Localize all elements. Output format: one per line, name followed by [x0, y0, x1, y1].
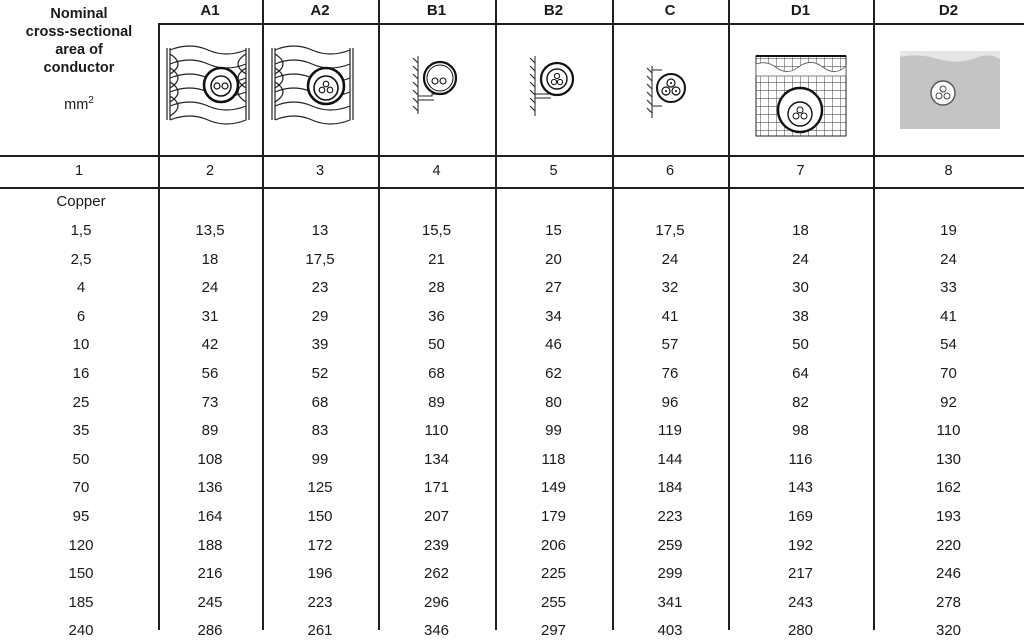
wall-conduit-single-cores-icon [410, 50, 470, 120]
value-cell: 30 [792, 279, 809, 296]
value-cell: 99 [545, 422, 562, 439]
value-cell: 223 [307, 594, 333, 611]
value-cell: 259 [657, 537, 683, 554]
value-cell: 18 [792, 222, 809, 239]
value-cell: 68 [311, 394, 329, 411]
value-cell: 17,5 [305, 251, 335, 268]
title-line: conductor [43, 60, 115, 76]
value-cell: 110 [424, 422, 449, 439]
method-header-b1: B1 [426, 2, 447, 19]
size-cell: 6 [76, 308, 86, 325]
value-cell: 162 [935, 479, 962, 496]
size-cell: 2,5 [70, 251, 92, 268]
value-cell: 21 [428, 251, 445, 268]
value-cell: 299 [657, 565, 683, 582]
value-cell: 83 [311, 422, 329, 439]
column-number: 5 [549, 163, 558, 179]
value-cell: 169 [787, 508, 814, 525]
value-cell: 172 [307, 537, 333, 554]
value-cell: 17,5 [655, 222, 685, 239]
size-cell: 185 [68, 594, 94, 611]
size-cell: 1,5 [70, 222, 92, 239]
method-header-d1: D1 [790, 2, 811, 19]
size-cell: 120 [68, 537, 94, 554]
value-cell: 143 [787, 479, 814, 496]
direct-in-ground-icon [898, 47, 1002, 131]
value-cell: 92 [940, 394, 957, 411]
value-cell: 23 [311, 279, 329, 296]
value-cell: 41 [940, 308, 957, 325]
unit-base: mm [64, 96, 89, 113]
method-header-b2: B2 [543, 2, 564, 19]
value-cell: 262 [423, 565, 450, 582]
value-cell: 216 [197, 565, 223, 582]
column-number: 8 [944, 163, 953, 179]
value-cell: 41 [661, 308, 679, 325]
value-cell: 246 [935, 565, 962, 582]
value-cell: 144 [657, 451, 683, 468]
row-divider [0, 155, 1024, 157]
value-cell: 125 [307, 479, 333, 496]
value-cell: 179 [540, 508, 567, 525]
value-cell: 54 [940, 336, 957, 353]
value-cell: 89 [428, 394, 445, 411]
value-cell: 73 [201, 394, 219, 411]
value-cell: 28 [428, 279, 445, 296]
method-header-d2: D2 [938, 2, 959, 19]
value-cell: 20 [545, 251, 562, 268]
unit-exponent: 2 [88, 95, 94, 106]
value-cell: 108 [197, 451, 223, 468]
value-cell: 56 [201, 365, 219, 382]
value-cell: 46 [545, 336, 562, 353]
value-cell: 27 [545, 279, 562, 296]
value-cell: 13 [311, 222, 329, 239]
insulated-wall-multicore-conduit-icon [266, 40, 376, 150]
value-cell: 116 [788, 451, 813, 468]
size-cell: 150 [68, 565, 94, 582]
value-cell: 297 [540, 622, 567, 639]
value-cell: 225 [540, 565, 567, 582]
column-number: 6 [665, 163, 675, 179]
value-cell: 89 [201, 422, 219, 439]
value-cell: 196 [307, 565, 333, 582]
value-cell: 110 [936, 422, 961, 439]
value-cell: 68 [428, 365, 445, 382]
value-cell: 118 [541, 451, 566, 468]
unit-label [0, 95, 158, 113]
value-cell: 192 [787, 537, 814, 554]
value-cell: 18 [201, 251, 219, 268]
value-cell: 255 [540, 594, 567, 611]
value-cell: 33 [940, 279, 957, 296]
value-cell: 57 [661, 336, 679, 353]
value-cell: 15 [545, 222, 562, 239]
title-line: Nominal [50, 6, 108, 22]
insulated-wall-conduit-cable-icon [160, 40, 260, 150]
size-cell: 70 [72, 479, 90, 496]
value-cell: 278 [935, 594, 962, 611]
value-cell: 184 [657, 479, 683, 496]
size-cell: 4 [76, 279, 86, 296]
value-cell: 39 [311, 336, 329, 353]
method-header-a2: A2 [310, 2, 330, 19]
title-line: cross-sectional [25, 24, 133, 40]
value-cell: 24 [201, 279, 219, 296]
section-label: Copper [56, 193, 106, 210]
clipped-direct-cable-icon [644, 62, 694, 122]
ducted-in-ground-icon [752, 50, 850, 140]
column-number: 3 [315, 163, 325, 179]
method-header-a1: A1 [200, 2, 220, 19]
value-cell: 38 [792, 308, 809, 325]
value-cell: 188 [197, 537, 223, 554]
size-cell: 16 [72, 365, 90, 382]
value-cell: 82 [792, 394, 809, 411]
value-cell: 220 [935, 537, 962, 554]
value-cell: 96 [661, 394, 679, 411]
value-cell: 19 [940, 222, 957, 239]
value-cell: 243 [787, 594, 814, 611]
value-cell: 239 [423, 537, 450, 554]
value-cell: 119 [658, 422, 682, 439]
column-number: 7 [796, 163, 805, 179]
value-cell: 98 [792, 422, 809, 439]
size-cell: 50 [72, 451, 90, 468]
value-cell: 149 [540, 479, 567, 496]
value-cell: 206 [540, 537, 567, 554]
value-cell: 52 [311, 365, 329, 382]
value-cell: 13,5 [195, 222, 225, 239]
value-cell: 80 [545, 394, 562, 411]
value-cell: 24 [792, 251, 809, 268]
title-line: area of [55, 42, 103, 58]
value-cell: 130 [935, 451, 962, 468]
value-cell: 223 [657, 508, 683, 525]
value-cell: 42 [201, 336, 219, 353]
value-cell: 280 [787, 622, 814, 639]
method-header-c: C [664, 2, 676, 19]
value-cell: 24 [661, 251, 679, 268]
column-number: 1 [74, 163, 84, 179]
value-cell: 245 [197, 594, 223, 611]
value-cell: 29 [311, 308, 329, 325]
value-cell: 207 [423, 508, 450, 525]
column-number: 4 [432, 163, 441, 179]
value-cell: 34 [545, 308, 562, 325]
value-cell: 261 [307, 622, 333, 639]
value-cell: 403 [657, 622, 683, 639]
value-cell: 341 [657, 594, 683, 611]
column-number: 2 [205, 163, 215, 179]
value-cell: 36 [428, 308, 445, 325]
value-cell: 286 [197, 622, 223, 639]
value-cell: 134 [423, 451, 450, 468]
value-cell: 193 [935, 508, 962, 525]
size-cell: 25 [72, 394, 90, 411]
value-cell: 150 [307, 508, 333, 525]
value-cell: 99 [311, 451, 329, 468]
value-cell: 217 [787, 565, 814, 582]
value-cell: 50 [792, 336, 809, 353]
value-cell: 50 [428, 336, 445, 353]
size-cell: 35 [72, 422, 90, 439]
value-cell: 15,5 [421, 222, 452, 239]
size-cell: 10 [72, 336, 90, 353]
value-cell: 64 [792, 365, 809, 382]
wall-conduit-multicore-icon [527, 50, 587, 120]
value-cell: 296 [423, 594, 450, 611]
value-cell: 62 [545, 365, 562, 382]
column-title-nominal-area [0, 5, 158, 77]
value-cell: 136 [197, 479, 223, 496]
value-cell: 76 [661, 365, 679, 382]
size-cell: 95 [72, 508, 90, 525]
value-cell: 70 [940, 365, 957, 382]
value-cell: 320 [935, 622, 962, 639]
value-cell: 164 [197, 508, 223, 525]
row-divider [0, 187, 1024, 189]
value-cell: 32 [661, 279, 679, 296]
value-cell: 31 [201, 308, 219, 325]
row-divider [158, 23, 1024, 25]
value-cell: 171 [423, 479, 450, 496]
value-cell: 24 [940, 251, 957, 268]
size-cell: 240 [68, 622, 94, 639]
value-cell: 346 [423, 622, 450, 639]
